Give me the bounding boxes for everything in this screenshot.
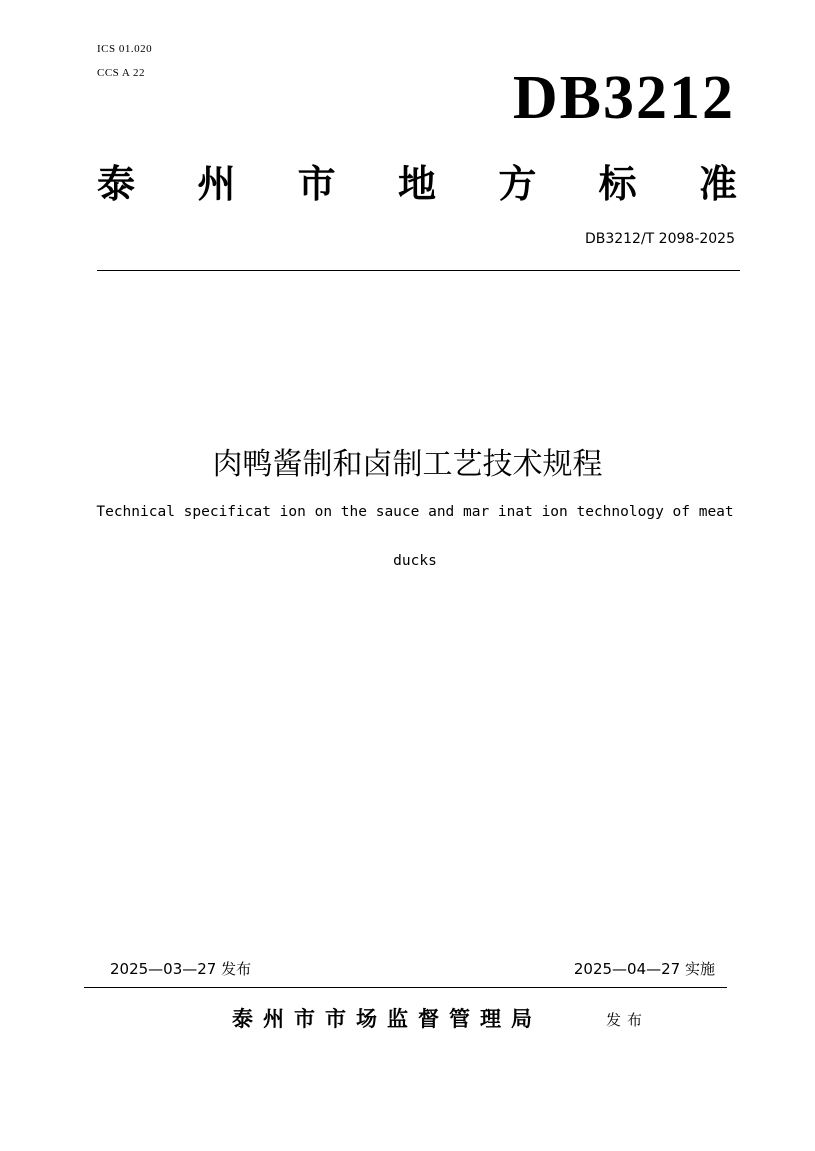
ccs-code: CCS A 22 [97,67,146,79]
standard-type-heading [97,160,737,208]
implementation-date: 2025—04—27 实施 [573,960,715,978]
standard-type-char: 地 [397,161,436,206]
standard-number: DB3212/T 2098-2025 [584,231,735,247]
header-divider [97,270,740,271]
document-title-english-line1: Technical specificat ion on the sauce and mar inat ion technology of meat [96,504,734,520]
footer-divider [84,987,727,988]
standard-type-char: 标 [598,161,637,206]
issuer-action-label: 发布 [606,1011,649,1029]
issuing-authority: 泰州市市场监督管理局 [232,1006,542,1031]
standard-type-char: 泰 [97,161,136,206]
db-standard-code: DB3212 [512,64,735,132]
standard-type-char: 市 [297,161,336,206]
document-title-english-line2: ducks [393,553,437,569]
standard-type-char: 方 [498,161,537,206]
standard-type-char: 准 [698,161,737,206]
issue-date: 2025—03—27 发布 [110,960,252,978]
document-title-chinese: 肉鸭酱制和卤制工艺技术规程 [212,447,603,482]
ics-code: ICS 01.020 [97,43,153,55]
standard-type-char: 州 [197,161,236,206]
